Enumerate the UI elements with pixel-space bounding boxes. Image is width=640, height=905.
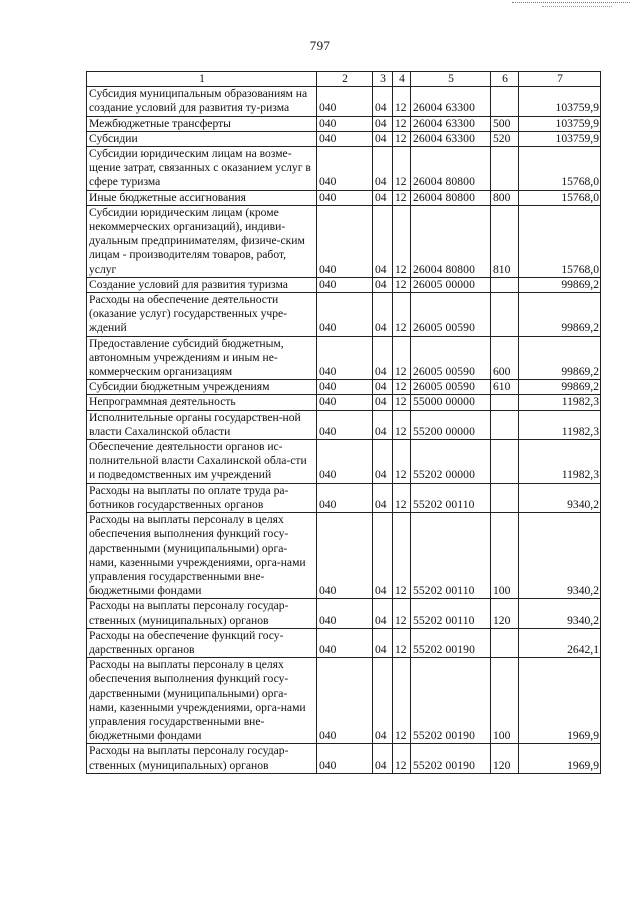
row-name-cell: Расходы на обеспечение деятельности (оказание услуг) государственных учре-ждений <box>87 293 317 337</box>
row-ministry-cell: 040 <box>317 147 373 191</box>
row-target-article-cell: 55202 00190 <box>411 658 491 744</box>
row-target-article-cell: 26005 00590 <box>411 380 491 395</box>
scan-edge-mark-secondary <box>542 6 612 7</box>
row-ministry-cell: 040 <box>317 116 373 131</box>
row-ministry-cell: 040 <box>317 599 373 628</box>
row-target-article-cell: 55202 00110 <box>411 513 491 599</box>
row-expense-type-cell <box>491 293 519 337</box>
row-expense-type-cell <box>491 395 519 410</box>
row-subsection-cell: 12 <box>393 395 411 410</box>
row-amount-cell: 11982,3 <box>519 395 601 410</box>
table-row <box>87 628 601 657</box>
row-amount-cell: 1969,9 <box>519 744 601 773</box>
row-target-article-cell: 26004 63300 <box>411 87 491 116</box>
row-subsection-cell: 12 <box>393 658 411 744</box>
header-col-5: 5 <box>411 72 491 87</box>
row-subsection-cell: 12 <box>393 190 411 205</box>
row-name-cell: Субсидия муниципальным образованиям на создание условий для развития ту-ризма <box>87 87 317 116</box>
row-section-cell: 04 <box>373 147 393 191</box>
row-subsection-cell: 12 <box>393 205 411 277</box>
row-subsection-cell: 12 <box>393 380 411 395</box>
table-body <box>87 87 601 774</box>
row-amount-cell: 9340,2 <box>519 513 601 599</box>
row-name-cell: Субсидии <box>87 131 317 146</box>
row-amount-cell: 99869,2 <box>519 293 601 337</box>
row-amount-cell: 2642,1 <box>519 628 601 657</box>
row-amount-cell: 99869,2 <box>519 336 601 380</box>
row-amount-cell: 11982,3 <box>519 440 601 484</box>
row-amount-cell: 15768,0 <box>519 205 601 277</box>
row-section-cell: 04 <box>373 205 393 277</box>
row-subsection-cell: 12 <box>393 87 411 116</box>
row-target-article-cell: 55202 00000 <box>411 440 491 484</box>
row-section-cell: 04 <box>373 293 393 337</box>
row-expense-type-cell: 120 <box>491 744 519 773</box>
row-target-article-cell: 26004 80800 <box>411 190 491 205</box>
row-name-cell: Исполнительные органы государствен-ной власти Сахалинской области <box>87 410 317 439</box>
row-ministry-cell: 040 <box>317 744 373 773</box>
row-subsection-cell: 12 <box>393 293 411 337</box>
row-amount-cell: 103759,9 <box>519 87 601 116</box>
row-subsection-cell: 12 <box>393 336 411 380</box>
table-row <box>87 744 601 773</box>
row-target-article-cell: 55000 00000 <box>411 395 491 410</box>
row-name-cell: Предоставление субсидий бюджетным, автономным учреждениям и иным не-коммерческим организациям <box>87 336 317 380</box>
row-section-cell: 04 <box>373 131 393 146</box>
row-expense-type-cell: 520 <box>491 131 519 146</box>
row-amount-cell: 103759,9 <box>519 131 601 146</box>
row-expense-type-cell <box>491 483 519 512</box>
row-amount-cell: 15768,0 <box>519 190 601 205</box>
row-expense-type-cell: 120 <box>491 599 519 628</box>
table-row <box>87 293 601 337</box>
row-name-cell: Расходы на выплаты персоналу в целях обеспечения выполнения функций госу-дарственными (муниципальными) орга-нами, казенными учреждениями, орга-нами управления государственными вне-бюджетными фондами <box>87 658 317 744</box>
row-ministry-cell: 040 <box>317 277 373 292</box>
row-name-cell: Обеспечение деятельности органов ис-полнительной власти Сахалинской обла-сти и подведомственных им учреждений <box>87 440 317 484</box>
row-expense-type-cell <box>491 277 519 292</box>
table-row <box>87 131 601 146</box>
row-target-article-cell: 26004 80800 <box>411 147 491 191</box>
row-amount-cell: 9340,2 <box>519 483 601 512</box>
row-ministry-cell: 040 <box>317 410 373 439</box>
header-col-7: 7 <box>519 72 601 87</box>
header-col-3: 3 <box>373 72 393 87</box>
row-ministry-cell: 040 <box>317 380 373 395</box>
row-amount-cell: 9340,2 <box>519 599 601 628</box>
row-ministry-cell: 040 <box>317 190 373 205</box>
row-expense-type-cell: 610 <box>491 380 519 395</box>
row-target-article-cell: 55202 00190 <box>411 628 491 657</box>
row-section-cell: 04 <box>373 513 393 599</box>
row-section-cell: 04 <box>373 483 393 512</box>
table-row <box>87 599 601 628</box>
budget-table <box>86 71 601 774</box>
row-name-cell: Субсидии бюджетным учреждениям <box>87 380 317 395</box>
scan-edge-mark <box>512 2 630 3</box>
row-name-cell: Создание условий для развития туризма <box>87 277 317 292</box>
header-col-2: 2 <box>317 72 373 87</box>
row-target-article-cell: 26004 80800 <box>411 205 491 277</box>
row-expense-type-cell <box>491 410 519 439</box>
row-amount-cell: 99869,2 <box>519 380 601 395</box>
row-expense-type-cell: 500 <box>491 116 519 131</box>
table-row <box>87 513 601 599</box>
row-ministry-cell: 040 <box>317 336 373 380</box>
row-ministry-cell: 040 <box>317 628 373 657</box>
header-col-1: 1 <box>87 72 317 87</box>
row-amount-cell: 15768,0 <box>519 147 601 191</box>
row-section-cell: 04 <box>373 410 393 439</box>
row-subsection-cell: 12 <box>393 440 411 484</box>
row-subsection-cell: 12 <box>393 277 411 292</box>
header-row <box>87 72 601 87</box>
header-col-4: 4 <box>393 72 411 87</box>
row-section-cell: 04 <box>373 744 393 773</box>
row-expense-type-cell <box>491 147 519 191</box>
row-name-cell: Расходы на выплаты персоналу в целях обеспечения выполнения функций госу-дарственными (муниципальными) орга-нами, казенными учреждениями, орга-нами управления государственными вне-бюджетными фондами <box>87 513 317 599</box>
row-target-article-cell: 55202 00110 <box>411 599 491 628</box>
table-row <box>87 116 601 131</box>
row-subsection-cell: 12 <box>393 513 411 599</box>
row-target-article-cell: 55200 00000 <box>411 410 491 439</box>
row-expense-type-cell: 100 <box>491 513 519 599</box>
row-section-cell: 04 <box>373 658 393 744</box>
row-name-cell: Межбюджетные трансферты <box>87 116 317 131</box>
table-header <box>87 72 601 87</box>
row-section-cell: 04 <box>373 395 393 410</box>
row-section-cell: 04 <box>373 190 393 205</box>
table-row <box>87 336 601 380</box>
row-section-cell: 04 <box>373 87 393 116</box>
row-name-cell: Расходы на обеспечение функций госу-дарственных органов <box>87 628 317 657</box>
row-target-article-cell: 26004 63300 <box>411 116 491 131</box>
row-expense-type-cell: 810 <box>491 205 519 277</box>
row-target-article-cell: 26005 00590 <box>411 293 491 337</box>
row-ministry-cell: 040 <box>317 513 373 599</box>
row-expense-type-cell <box>491 87 519 116</box>
row-name-cell: Непрограммная деятельность <box>87 395 317 410</box>
table-row <box>87 190 601 205</box>
row-section-cell: 04 <box>373 599 393 628</box>
page-number: 797 <box>309 38 331 53</box>
row-name-cell: Расходы на выплаты по оплате труда ра-ботников государственных органов <box>87 483 317 512</box>
row-section-cell: 04 <box>373 116 393 131</box>
row-ministry-cell: 040 <box>317 440 373 484</box>
table-row <box>87 658 601 744</box>
table-row <box>87 395 601 410</box>
row-ministry-cell: 040 <box>317 293 373 337</box>
row-subsection-cell: 12 <box>393 599 411 628</box>
table-row <box>87 380 601 395</box>
row-amount-cell: 103759,9 <box>519 116 601 131</box>
table-row <box>87 87 601 116</box>
row-subsection-cell: 12 <box>393 628 411 657</box>
row-subsection-cell: 12 <box>393 147 411 191</box>
row-subsection-cell: 12 <box>393 410 411 439</box>
row-section-cell: 04 <box>373 277 393 292</box>
row-amount-cell: 11982,3 <box>519 410 601 439</box>
table-row <box>87 277 601 292</box>
row-expense-type-cell: 600 <box>491 336 519 380</box>
row-name-cell: Субсидии юридическим лицам на возме-щение затрат, связанных с оказанием услуг в сфере туризма <box>87 147 317 191</box>
row-subsection-cell: 12 <box>393 483 411 512</box>
row-section-cell: 04 <box>373 380 393 395</box>
row-name-cell: Субсидии юридическим лицам (кроме некоммерческих организаций), индиви-дуальным предпринимателям, физиче-ским лицам - производителям товаров, работ, услуг <box>87 205 317 277</box>
row-expense-type-cell <box>491 628 519 657</box>
row-section-cell: 04 <box>373 628 393 657</box>
row-expense-type-cell: 100 <box>491 658 519 744</box>
row-ministry-cell: 040 <box>317 87 373 116</box>
table-row <box>87 205 601 277</box>
row-target-article-cell: 26004 63300 <box>411 131 491 146</box>
table-row <box>87 410 601 439</box>
row-name-cell: Иные бюджетные ассигнования <box>87 190 317 205</box>
row-ministry-cell: 040 <box>317 205 373 277</box>
row-target-article-cell: 26005 00000 <box>411 277 491 292</box>
row-subsection-cell: 12 <box>393 116 411 131</box>
row-ministry-cell: 040 <box>317 395 373 410</box>
header-col-6: 6 <box>491 72 519 87</box>
row-expense-type-cell <box>491 440 519 484</box>
row-amount-cell: 1969,9 <box>519 658 601 744</box>
row-section-cell: 04 <box>373 440 393 484</box>
row-expense-type-cell: 800 <box>491 190 519 205</box>
row-target-article-cell: 55202 00190 <box>411 744 491 773</box>
row-amount-cell: 99869,2 <box>519 277 601 292</box>
row-name-cell: Расходы на выплаты персоналу государ-ственных (муниципальных) органов <box>87 744 317 773</box>
row-section-cell: 04 <box>373 336 393 380</box>
row-name-cell: Расходы на выплаты персоналу государ-ственных (муниципальных) органов <box>87 599 317 628</box>
row-target-article-cell: 26005 00590 <box>411 336 491 380</box>
row-subsection-cell: 12 <box>393 131 411 146</box>
table-row <box>87 147 601 191</box>
row-subsection-cell: 12 <box>393 744 411 773</box>
table-row <box>87 440 601 484</box>
row-ministry-cell: 040 <box>317 483 373 512</box>
row-ministry-cell: 040 <box>317 658 373 744</box>
row-target-article-cell: 55202 00110 <box>411 483 491 512</box>
row-ministry-cell: 040 <box>317 131 373 146</box>
table-row <box>87 483 601 512</box>
